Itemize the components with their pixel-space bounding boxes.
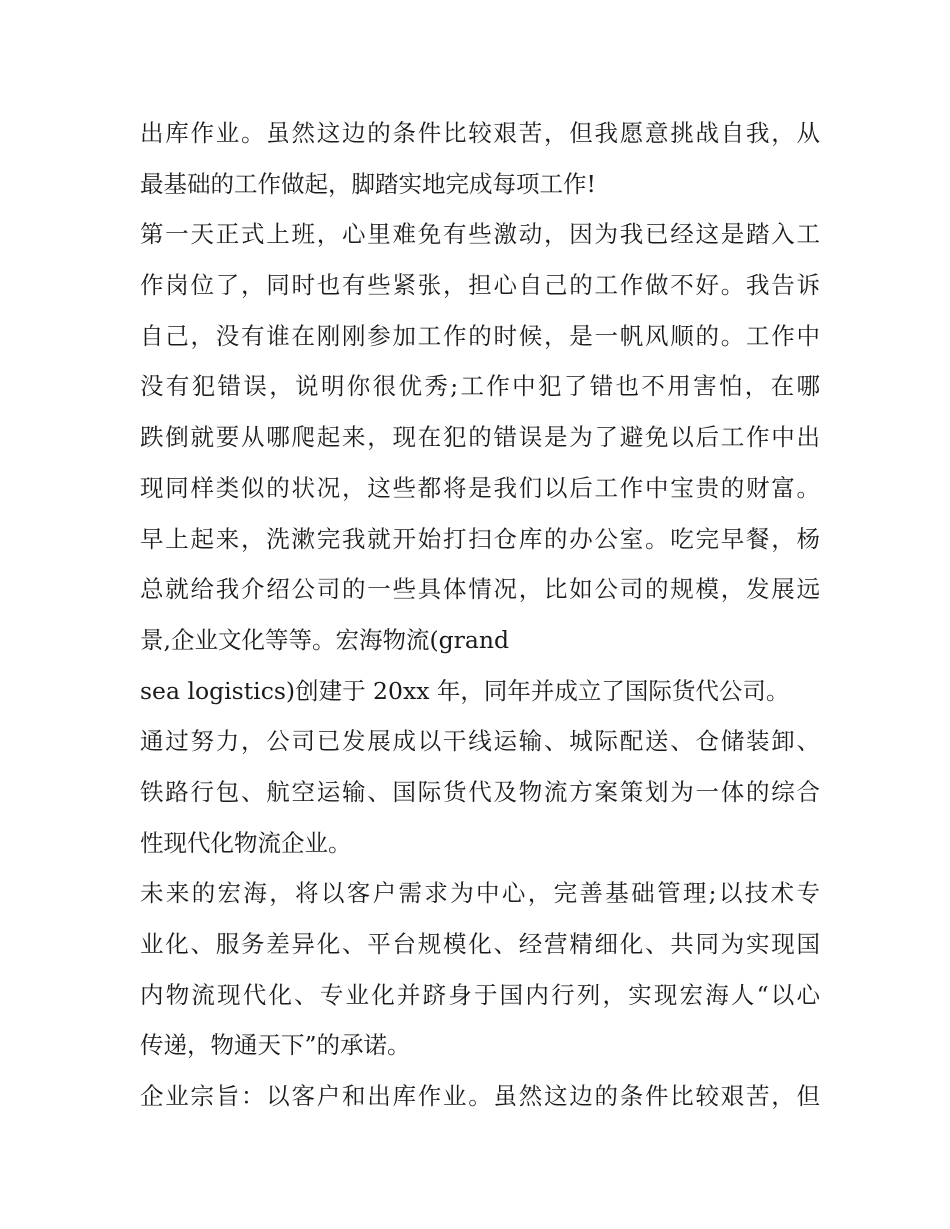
text-line: 没有犯错误，说明你很优秀;工作中犯了错也不用害怕，在哪 — [140, 372, 820, 401]
text-line: 跌倒就要从哪爬起来，现在犯的错误是为了避免以后工作中出 — [140, 423, 820, 452]
text-line: 通过努力，公司已发展成以干线运输、城际配送、仓储装卸、 — [140, 727, 820, 756]
text-line: sea logistics)创建于 20xx 年，同年并成立了国际货代公司。 — [140, 676, 790, 705]
text-line: 性现代化物流企业。 — [140, 828, 352, 857]
text-line: 现同样类似的状况，这些都将是我们以后工作中宝贵的财富。 — [140, 473, 820, 502]
text-line: 企业宗旨：以客户和出库作业。虽然这边的条件比较艰苦，但 — [140, 1082, 820, 1111]
text-line: 景,企业文化等等。宏海物流(grand — [140, 625, 510, 654]
text-line: 铁路行包、航空运输、国际货代及物流方案策划为一体的综合 — [140, 777, 820, 806]
text-line: 第一天正式上班，心里难免有些激动，因为我已经这是踏入工 — [140, 220, 820, 249]
text-line: 未来的宏海，将以客户需求为中心，完善基础管理;以技术专 — [140, 879, 820, 908]
text-line: 出库作业。虽然这边的条件比较艰苦，但我愿意挑战自我，从 — [140, 119, 820, 147]
text-line: 总就给我介绍公司的一些具体情况，比如公司的规模，发展远 — [140, 575, 820, 604]
text-line: 最基础的工作做起，脚踏实地完成每项工作! — [140, 169, 596, 198]
text-line: 早上起来，洗漱完我就开始打扫仓库的办公室。吃完早餐，杨 — [140, 524, 820, 553]
text-line: 自己，没有谁在刚刚参加工作的时候，是一帆风顺的。工作中 — [140, 321, 820, 350]
text-line: 作岗位了，同时也有些紧张，担心自己的工作做不好。我告诉 — [140, 271, 820, 300]
document-body-text — [140, 108, 820, 1122]
text-line: 传递，物通天下”的承诺。 — [140, 1031, 411, 1060]
text-line: 内物流现代化、专业化并跻身于国内行列，实现宏海人“以心 — [140, 980, 820, 1009]
text-line: 业化、服务差异化、平台规模化、经营精细化、共同为实现国 — [140, 930, 820, 958]
